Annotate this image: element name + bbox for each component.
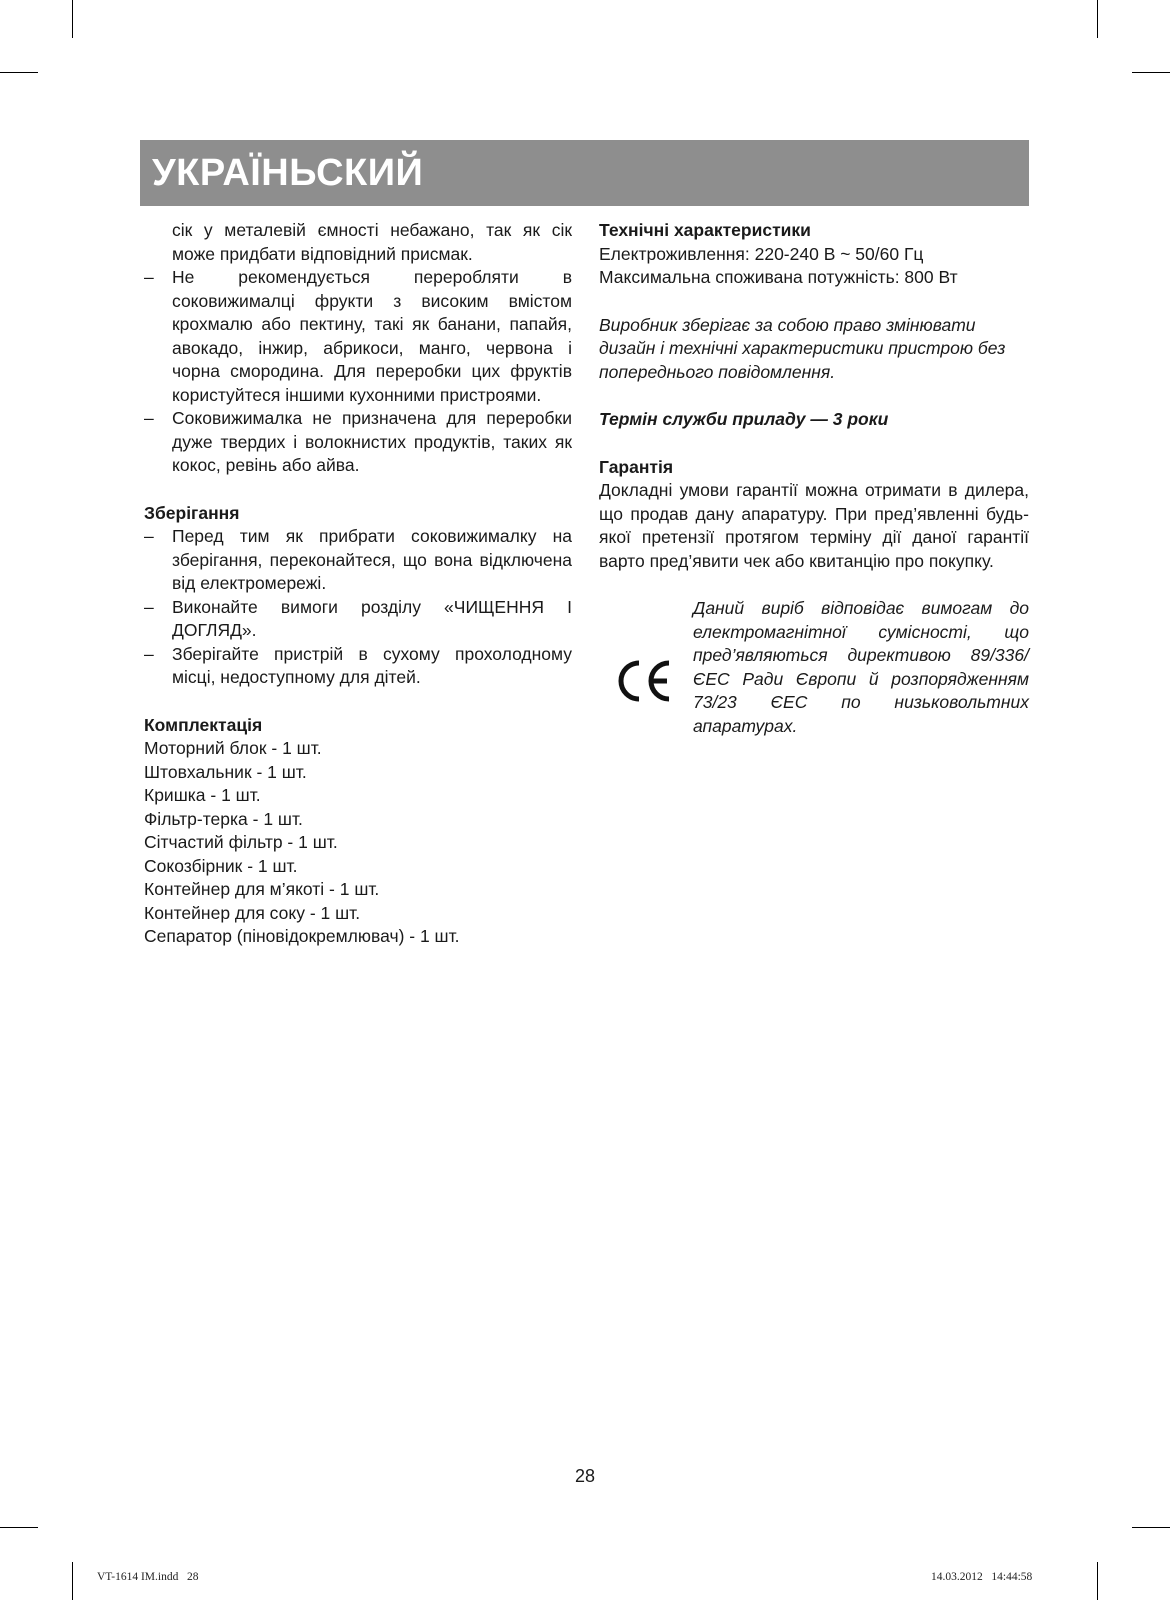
crop-mark-bottom-right-horizontal <box>1132 1527 1170 1528</box>
list-item <box>144 266 572 407</box>
package-item: Фільтр-терка - 1 шт. <box>144 808 303 829</box>
max-power-spec: Максимальна споживана потужність: 800 Вт <box>599 267 958 287</box>
slug-timestamp: 14.03.2012 14:44:58 <box>931 1571 1033 1583</box>
package-heading: Комплектація <box>144 714 263 735</box>
continuation-paragraph: сік у металевій ємності небажано, так як сік може придбати відповідний присмак. <box>172 220 572 264</box>
page-title: УКРАЇНЬСКИЙ <box>152 152 424 194</box>
service-life: Термін служби приладу — 3 роки <box>599 409 889 429</box>
list-item-text: Соковижималка не призначена для переробки дуже твердих і волокнистих продуктів, таких як кокос, ревінь або айва. <box>172 408 572 475</box>
package-item: Контейнер для соку - 1 шт. <box>144 902 361 923</box>
crop-mark-bottom-left-vertical <box>72 1562 73 1600</box>
crop-mark-bottom-right-vertical <box>1097 1562 1098 1600</box>
ce-mark-icon <box>615 657 675 705</box>
warranty-heading: Гарантія <box>599 456 674 477</box>
list-item <box>144 596 572 643</box>
package-item: Сокозбірник - 1 шт. <box>144 855 298 876</box>
ce-compliance-block <box>599 597 1029 762</box>
package-item: Контейнер для м’якоті - 1 шт. <box>144 879 380 899</box>
list-item-text: Виконайте вимоги розділу «ЧИЩЕННЯ І ДОГЛЯД». <box>172 596 572 640</box>
list-item <box>144 525 572 596</box>
power-supply-spec: Електроживлення: 220-240 В ~ 50/60 Гц <box>599 243 924 264</box>
slug-file: VT-1614 IM.indd 28 <box>97 1571 199 1583</box>
ce-compliance-text: Даний виріб відповідає вимогам до електромагнітної сумісності, що пред’являються директивою 89/336/ЄЕС Ради Європи й розпорядженням 73/23 ЄЕС по низьковольтних апаратурах. <box>693 598 1029 736</box>
dash-bullet: – <box>144 596 154 617</box>
left-column <box>144 219 572 949</box>
list-item-text: Зберігайте пристрій в сухому прохолодному місці, недоступному для дітей. <box>172 643 572 687</box>
package-item: Кришка - 1 шт. <box>144 785 261 805</box>
crop-mark-top-right-horizontal <box>1132 72 1170 73</box>
list-item-text: Не рекомендується переробляти в соковижималці фрукти з високим вмістом крохмалю або пектину, такі як банани, папайя, авокадо, інжир, абрикоси, манго, червона і чорна смородина. Для переробки цих фруктів користуйтеся іншими кухонними пристроями. <box>172 267 572 405</box>
dash-bullet: – <box>144 643 154 664</box>
crop-mark-top-right-vertical <box>1097 0 1098 38</box>
storage-heading: Зберігання <box>144 502 240 523</box>
language-header-bar <box>140 140 1029 206</box>
right-column <box>599 219 1029 762</box>
dash-bullet: – <box>144 526 154 546</box>
crop-mark-top-left-horizontal <box>0 72 38 73</box>
list-item <box>144 407 572 478</box>
package-item: Штовхальник - 1 шт. <box>144 761 307 782</box>
dash-bullet: – <box>144 408 154 428</box>
list-item <box>144 643 572 690</box>
dash-bullet: – <box>144 267 154 287</box>
manufacturer-note: Виробник зберігає за собою право змінювати дизайн і технічні характеристики пристрою без попереднього повідомлення. <box>599 314 1006 382</box>
crop-mark-top-left-vertical <box>72 0 73 38</box>
specs-heading: Технічні характеристики <box>599 220 811 240</box>
page-number: 28 <box>574 1466 596 1486</box>
warranty-text: Докладні умови гарантії можна отримати в дилера, що продав дану апаратуру. При пред’явленні будь-якої претензії протягом терміну дії даної гарантії варто пред’явити чек або квитанцію про покупку. <box>599 480 1029 571</box>
package-item: Моторний блок - 1 шт. <box>144 738 322 758</box>
package-item: Сітчастий фільтр - 1 шт. <box>144 832 338 852</box>
crop-mark-bottom-left-horizontal <box>0 1527 38 1528</box>
list-item-text: Перед тим як прибрати соковижималку на зберігання, переконайтеся, що вона відключена від електромережі. <box>172 526 572 593</box>
package-item: Сепаратор (піновідокремлювач) - 1 шт. <box>144 926 460 946</box>
